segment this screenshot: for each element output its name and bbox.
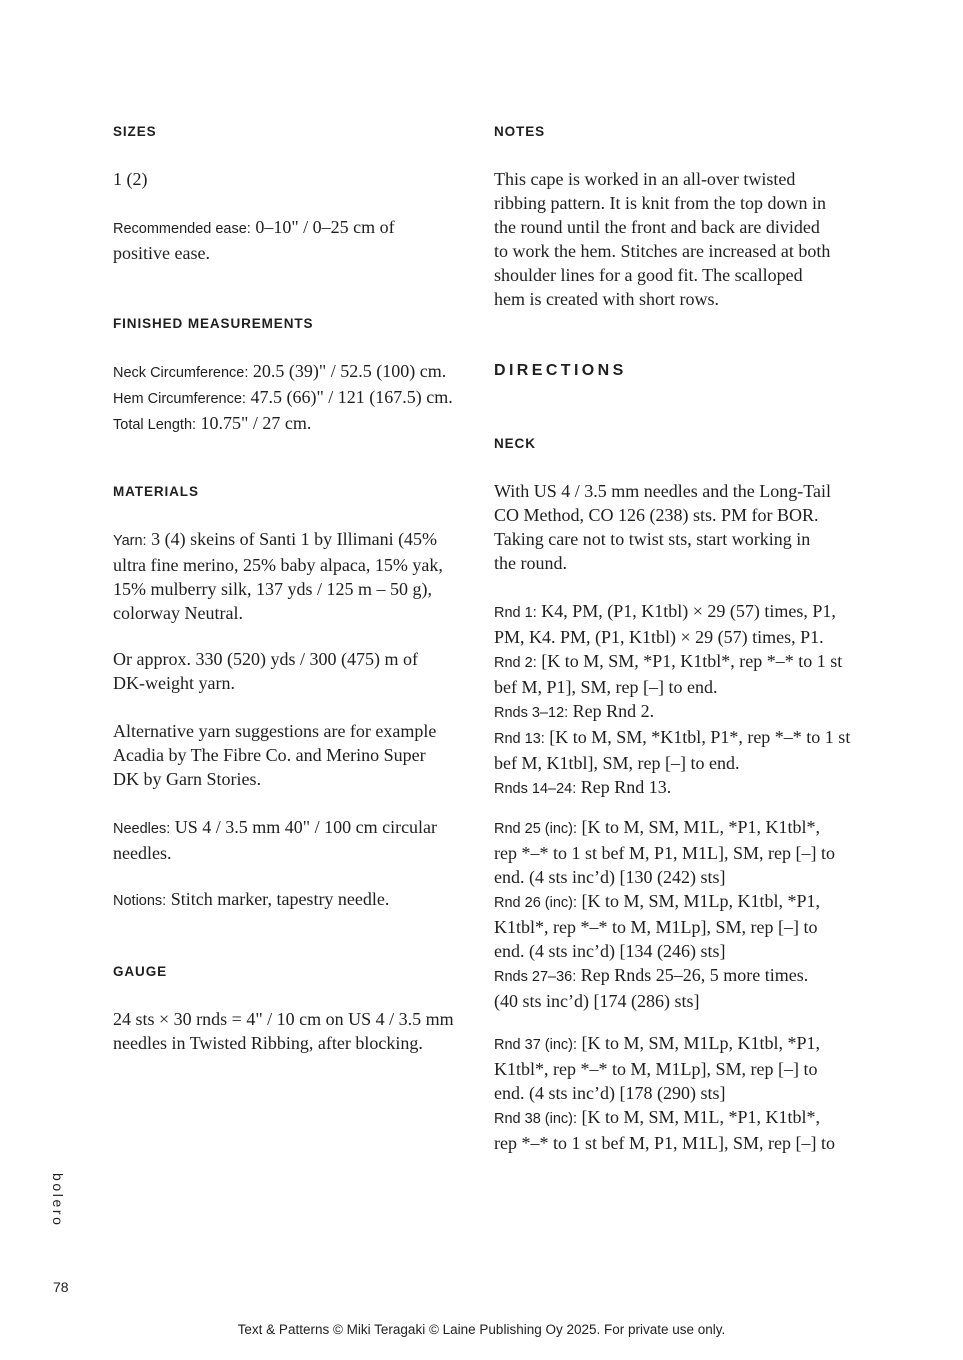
hem-circumference-label: Hem Circumference:: [113, 391, 246, 407]
rnd-1-label: Rnd 1:: [494, 605, 537, 621]
notes-paragraph: This cape is worked in an all-over twisted ribbing pattern. It is knit from the top down in the round until the front and back are divided to work the hem. Stitches are increased at both shoulder lines for a good fit. The scalloped hem is created with short rows.: [494, 169, 831, 309]
rnd-25-label: Rnd 25 (inc):: [494, 821, 578, 837]
sizes-heading: SIZES: [113, 124, 157, 139]
materials-heading: MATERIALS: [113, 484, 199, 499]
gauge-paragraph: 24 sts × 30 rnds = 4" / 10 cm on US 4 / 3.5 mm needles in Twisted Ribbing, after blocking.: [113, 1009, 454, 1053]
gauge-heading: GAUGE: [113, 964, 168, 979]
measurements-paragraph: Neck Circumference: 20.5 (39)" / 52.5 (100) cm. Hem Circumference: 47.5 (66)" / 121 (167.5) cm. Total Length: 10.75" / 27 cm.: [113, 361, 453, 433]
sizes-value: 1 (2): [113, 169, 148, 189]
side-running-title: bolero: [50, 1173, 66, 1228]
rnd-38-label: Rnd 38 (inc):: [494, 1111, 578, 1127]
rounds-1-24-paragraph: Rnd 1: K4, PM, (P1, K1tbl) × 29 (57) times, P1, PM, K4. PM, (P1, K1tbl) × 29 (57) times, P1. Rnd 2: [K to M, SM, *P1, K1tbl*, rep *–* to 1 st bef M, P1], SM, rep [–] to end. Rnds 3–12: Rep Rnd 2. Rnd 13: [K to M, SM, *K1tbl, P1*, rep *–* to 1 st bef M, K1tbl], SM, rep [–] to end. Rnds 14–24: Rep Rnd 13.: [494, 601, 851, 797]
directions-heading: DIRECTIONS: [494, 362, 627, 379]
alternative-yarn-paragraph: Alternative yarn suggestions are for example Acadia by The Fibre Co. and Merino Super DK by Garn Stories.: [113, 721, 437, 789]
rnds-27-36-label: Rnds 27–36:: [494, 969, 577, 985]
needles-label: Needles:: [113, 821, 171, 837]
rnd-13-label: Rnd 13:: [494, 731, 545, 747]
copyright-footer: Text & Patterns © Miki Teragaki © Laine Publishing Oy 2025. For private use only.: [237, 1322, 726, 1337]
finished-measurements-heading: FINISHED MEASUREMENTS: [113, 316, 314, 331]
ease-label: Recommended ease:: [113, 221, 251, 237]
total-length-label: Total Length:: [113, 417, 197, 433]
notes-heading: NOTES: [494, 124, 546, 139]
rnd-37-label: Rnd 37 (inc):: [494, 1037, 578, 1053]
yarn-label: Yarn:: [113, 533, 147, 549]
page-number: 78: [53, 1279, 69, 1295]
rounds-37-38-paragraph: Rnd 37 (inc): [K to M, SM, M1Lp, K1tbl, *P1, K1tbl*, rep *–* to M, M1Lp], SM, rep [–] to end. (4 sts inc’d) [178 (290) sts] Rnd 38 (inc): [K to M, SM, M1L, *P1, K1tbl*, rep *–* to 1 st bef M, P1, M1L], SM, rep [–] to: [494, 1033, 835, 1153]
approx-paragraph: Or approx. 330 (520) yds / 300 (475) m of DK-weight yarn.: [113, 649, 418, 693]
rnds-3-12-label: Rnds 3–12:: [494, 705, 569, 721]
needles-paragraph: Needles: US 4 / 3.5 mm 40" / 100 cm circular needles.: [113, 817, 438, 863]
rounds-25-36-paragraph: Rnd 25 (inc): [K to M, SM, M1L, *P1, K1tbl*, rep *–* to 1 st bef M, P1, M1L], SM, rep [–] to end. (4 sts inc’d) [130 (242) sts] Rnd 26 (inc): [K to M, SM, M1Lp, K1tbl, *P1, K1tbl*, rep *–* to M, M1Lp], SM, rep [–] to end. (4 sts inc’d) [134 (246) sts] Rnds 27–36: Rep Rnds 25–26, 5 more times. (40 sts inc’d) [174 (286) sts]: [494, 817, 835, 1011]
neck-heading: NECK: [494, 436, 536, 451]
notions-paragraph: Notions: Stitch marker, tapestry needle.: [113, 889, 390, 909]
ease-paragraph: Recommended ease: 0–10" / 0–25 cm of positive ease.: [113, 217, 395, 263]
notions-label: Notions:: [113, 893, 167, 909]
rnds-14-24-label: Rnds 14–24:: [494, 781, 577, 797]
rnd-26-label: Rnd 26 (inc):: [494, 895, 578, 911]
yarn-paragraph: Yarn: 3 (4) skeins of Santi 1 by Illimani (45% ultra fine merino, 25% baby alpaca, 15% yak, 15% mulberry silk, 137 yds / 125 m – 50 g), colorway Neutral.: [113, 529, 443, 623]
neck-intro-paragraph: With US 4 / 3.5 mm needles and the Long-Tail CO Method, CO 126 (238) sts. PM for BOR. Taking care not to twist sts, start working in the round.: [494, 481, 831, 573]
neck-circumference-label: Neck Circumference:: [113, 365, 249, 381]
rnd-2-label: Rnd 2:: [494, 655, 537, 671]
